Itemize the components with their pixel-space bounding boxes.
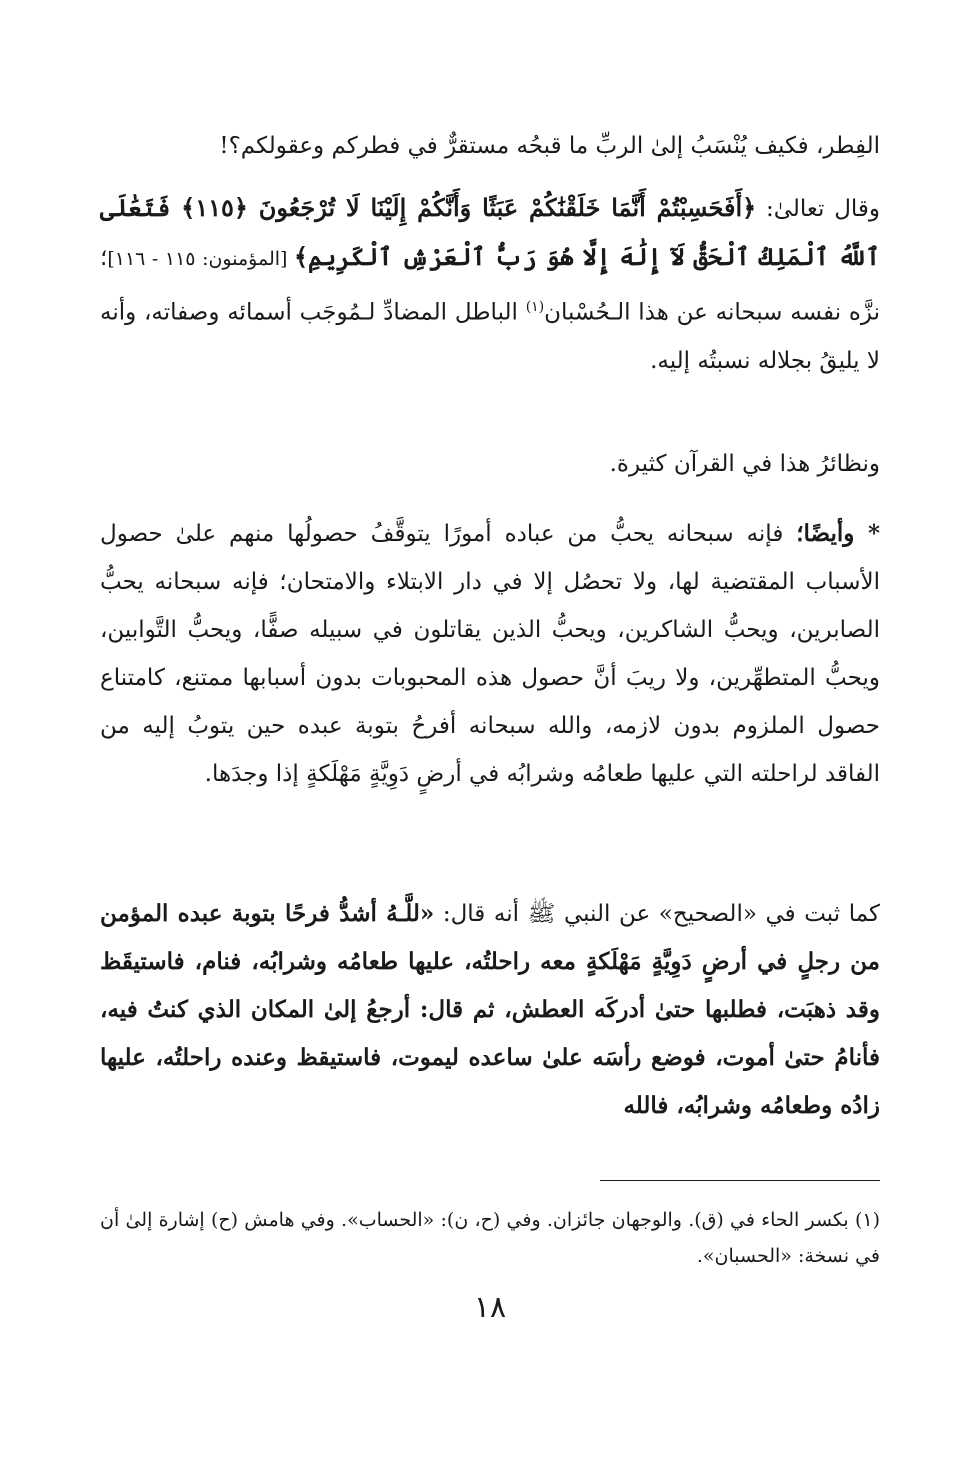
paragraph-2-text-continued: الباطل المضادِّ لـمُوجَب أسمائه وصفاته، وأنه لا يليقُ بجلاله نسبتُه إليه. xyxy=(100,299,880,374)
paragraph-2 xyxy=(100,184,880,385)
paragraph-1 xyxy=(100,122,880,170)
footnotes xyxy=(100,1202,880,1274)
verse-reference: [المؤمنون: ١١٥ - ١١٦] xyxy=(107,248,294,270)
footnote-1-marker: (١) xyxy=(854,1209,880,1231)
paragraph-2-text: ؛ نزَّه نفسه سبحانه عن هذا الـحُسْبان xyxy=(100,245,881,326)
hadith-text: «للَّـهُ أشدُّ فرحًا بتوبة عبده المؤمن من رجلٍ في أرضٍ دَوِيَّةٍ مَهْلَكةٍ معه راحلتُه، عليها طعامُه وشرابُه، فنام، فاستيقَظ وقد ذهبَت، فطلبها حتىٰ أدركَه العطش، ثم قال: أرجعُ إلىٰ المكان الذي كنتُ فيه، فأنامُ حتىٰ أموت، فوضع رأسَه علىٰ ساعده ليموت، فاستيقظ وعنده راحلتُه، عليها زادُه وطعامُه وشرابُه، فالله xyxy=(100,900,880,1119)
quran-verse: ﴿أَفَحَسِبْتُمْ أَنَّمَا خَلَقْنَٰكُمْ عَبَثًا وَأَنَّكُمْ إِلَيْنَا لَا تُرْجَعُونَ ﴿١١٥﴾ فَتَعَٰلَى ٱللَّهُ ٱلْمَلِكُ ٱلْحَقُّ لَآ إِلَٰهَ إِلَّا هُوَ رَبُّ ٱلْعَرْشِ ٱلْكَرِيمِ﴾ xyxy=(100,193,881,271)
paragraph-5 xyxy=(100,890,880,1130)
paragraph-2-intro: وقال تعالىٰ: xyxy=(756,196,881,222)
paragraph-4 xyxy=(100,510,880,798)
paragraph-3-text: ونظائرُ هذا في القرآن كثيرة. xyxy=(609,451,880,477)
paragraph-1-text: الفِطر، فكيف يُنْسَبُ إلىٰ الربِّ ما قبحُه مستقرٌّ في فطركم وعقولكم؟! xyxy=(219,133,880,159)
footnote-1 xyxy=(100,1202,880,1274)
page-number: ١٨ xyxy=(473,1290,507,1325)
footnote-marker[interactable]: (١) xyxy=(525,299,545,315)
paragraph-5-intro: كما ثبت في «الصحيح» عن النبي ﷺ أنه قال: xyxy=(434,901,880,927)
footnote-divider xyxy=(600,1180,880,1181)
paragraph-3 xyxy=(100,440,880,488)
paragraph-4-text: فإنه سبحانه يحبُّ من عباده أمورًا يتوقَّفُ حصولُها منهم علىٰ حصول الأسباب المقتضية لها، ولا تحصُل إلا في دار الابتلاء والامتحان؛ فإنه سبحانه يحبُّ الصابرين، ويحبُّ الشاكرين، ويحبُّ الذين يقاتلون في سبيله صفًّا، ويحبُّ التَّوابين، ويحبُّ المتطهِّرين، ولا ريبَ أنَّ حصول هذه المحبوبات بدون أسبابها ممتنع، كامتناع حصول الملزوم بدون لازمه، والله سبحانه أفرحُ بتوبة عبده حين يتوبُ إليه من الفاقد لراحلته التي عليها طعامُه وشرابُه في أرضٍ دَوِيَّةٍ مَهْلَكةٍ إذا وجدَها. xyxy=(100,521,880,787)
footnote-1-text: بكسر الحاء في (ق). والوجهان جائزان. وفي (ح، ن): «الحساب». وفي هامش (ح) إشارة إلىٰ أن في نسخة: «الحسبان». xyxy=(100,1209,880,1267)
paragraph-4-lead: * وأيضًا؛ xyxy=(796,520,880,547)
